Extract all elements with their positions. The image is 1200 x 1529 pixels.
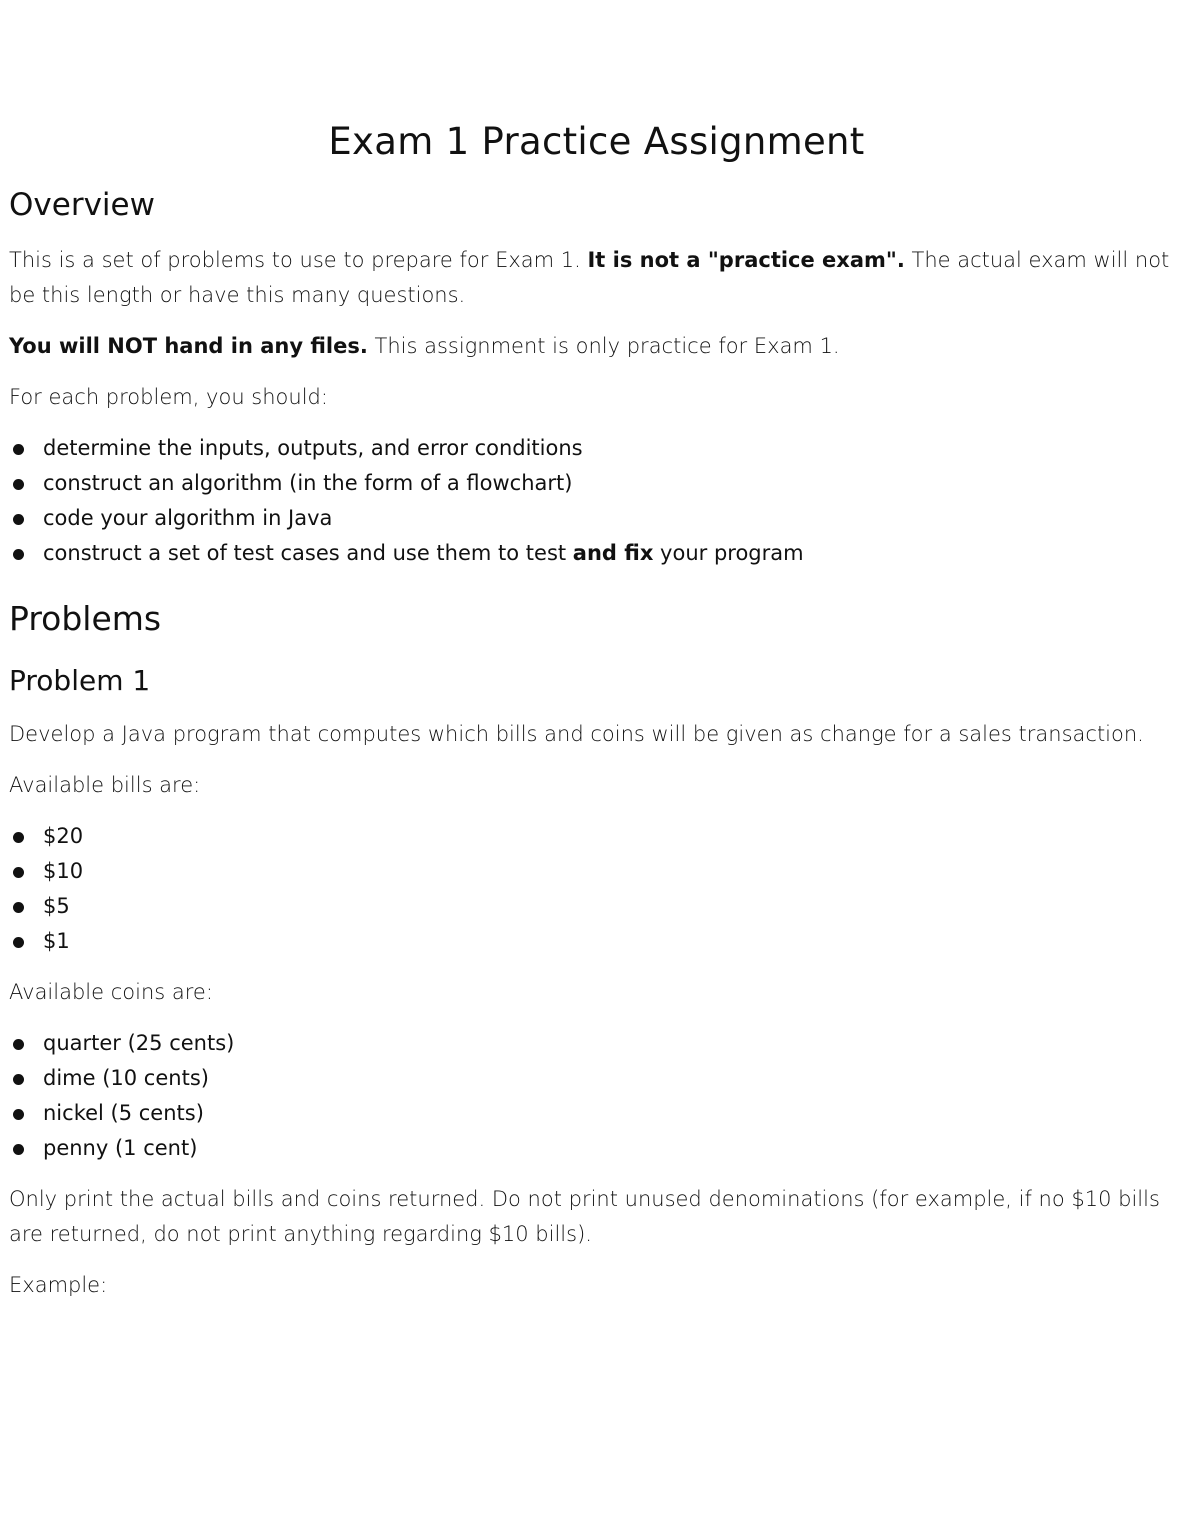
overview-paragraph-1-start: This is a set of problems to use to prepare for Exam 1. [9,248,588,272]
page-title: Exam 1 Practice Assignment [328,120,865,163]
bullet-icon [13,444,24,455]
document-body [9,183,1184,1303]
example-label: Example: [9,1273,108,1297]
list-item [9,1131,1184,1166]
bullet-icon [13,1074,24,1085]
bullet-icon [13,1109,24,1120]
steps-list [9,431,1184,571]
list-item [9,854,1184,889]
bullet-icon [13,549,24,560]
list-item-text: code your algorithm in Java [43,506,333,530]
list-item-text: quarter (25 cents) [43,1031,235,1055]
overview-paragraph-1 [9,243,1184,313]
list-item [9,1061,1184,1096]
overview-paragraph-2 [9,329,1184,364]
bills-label: Available bills are: [9,773,201,797]
problem-1-description: Develop a Java program that computes which bills and coins will be given as change for a sales transaction. [9,722,1144,746]
list-item [9,501,1184,536]
overview-paragraph-2-bold: You will NOT hand in any files. [9,334,368,358]
list-item-text: construct an algorithm (in the form of a flowchart) [43,471,573,495]
overview-paragraph-1-end: The actual exam will not be this length or have this many questions. [9,248,1170,307]
list-item [9,466,1184,501]
bills-list [9,819,1184,959]
list-item-text: $20 [43,824,84,848]
bullet-icon [13,514,24,525]
list-item-text: penny (1 cent) [43,1136,198,1160]
overview-heading: Overview [9,187,155,223]
problems-heading: Problems [9,599,162,638]
list-item [9,1096,1184,1131]
list-item [9,889,1184,924]
list-item-text: $1 [43,929,70,953]
bullet-icon [13,832,24,843]
bullet-icon [13,937,24,948]
problem-1-note: Only print the actual bills and coins returned. Do not print unused denominations (for example, if no $10 bills are returned, do not print anything regarding $10 bills). [9,1187,1160,1246]
list-item-text-start: construct a set of test cases and use them to test [43,541,573,565]
list-item-text: nickel (5 cents) [43,1101,204,1125]
list-item-text: determine the inputs, outputs, and error conditions [43,436,583,460]
bullet-icon [13,479,24,490]
coins-list [9,1026,1184,1166]
list-item-text: $10 [43,859,84,883]
list-item-text-end: your program [653,541,804,565]
overview-paragraph-1-bold: It is not a "practice exam". [587,248,905,272]
bullet-icon [13,1039,24,1050]
bullet-icon [13,867,24,878]
list-item-text: dime (10 cents) [43,1066,209,1090]
list-item-text: $5 [43,894,70,918]
overview-paragraph-2-end: This assignment is only practice for Exam 1. [367,334,840,358]
list-item [9,1026,1184,1061]
list-item [9,431,1184,466]
list-item-text-bold: and fix [572,541,654,565]
overview-paragraph-3: For each problem, you should: [9,385,328,409]
list-item [9,536,1184,571]
list-item [9,924,1184,959]
bullet-icon [13,1144,24,1155]
coins-label: Available coins are: [9,980,213,1004]
bullet-icon [13,902,24,913]
problem-1-heading: Problem 1 [9,664,151,697]
list-item [9,819,1184,854]
